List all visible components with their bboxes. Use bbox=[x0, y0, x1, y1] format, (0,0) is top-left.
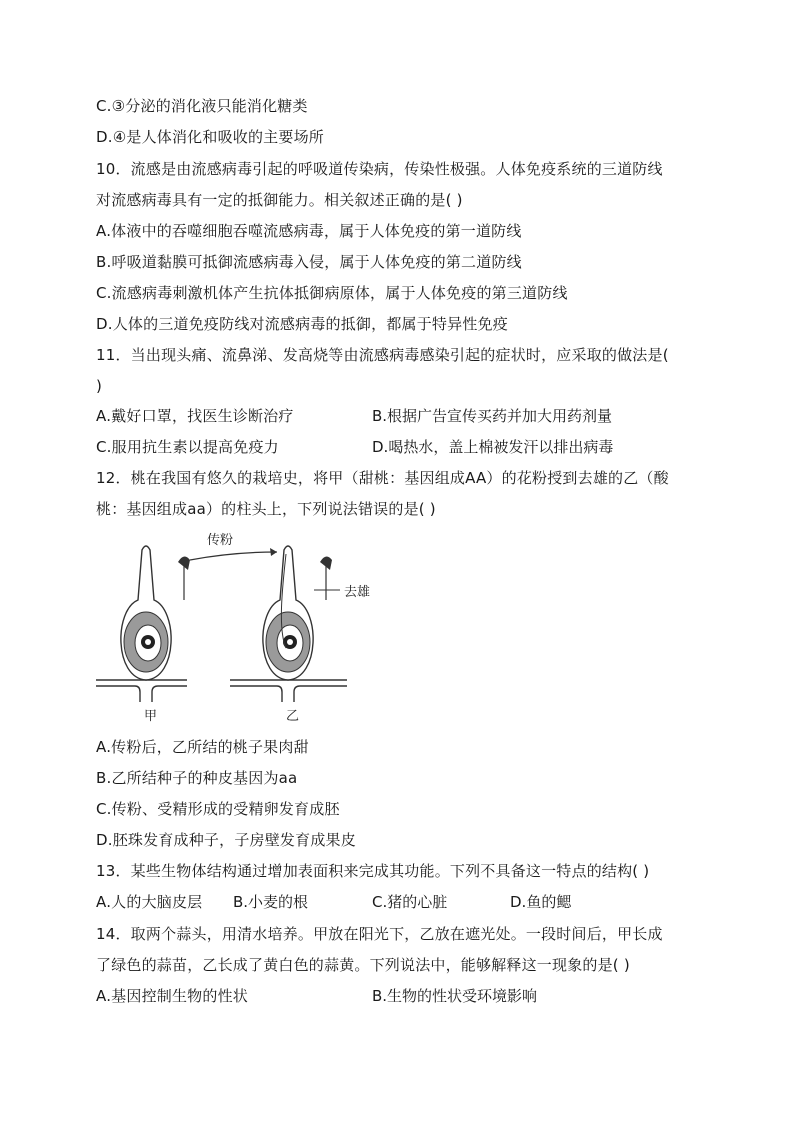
label-yi: 乙 bbox=[286, 709, 300, 724]
q10-stem-line2: 对流感病毒具有一定的抵御能力。相关叙述正确的是( ) bbox=[96, 191, 463, 209]
q13-option-c: C.猪的心脏 bbox=[372, 893, 448, 911]
q9-option-c: C.③分泌的消化液只能消化糖类 bbox=[96, 97, 308, 115]
q14-stem-line2: 了绿色的蒜苗，乙长成了黄白色的蒜黄。下列说法中，能够解释这一现象的是( ) bbox=[96, 956, 630, 974]
q11-stem-line2: ) bbox=[96, 377, 103, 395]
q12-stem-line2: 桃：基因组成aa）的柱头上，下列说法错误的是( ) bbox=[96, 500, 436, 518]
q12-stem-line1: 12．桃在我国有悠久的栽培史，将甲（甜桃：基因组成AA）的花粉授到去雄的乙（酸 bbox=[96, 469, 669, 487]
q11-option-d: D.喝热水，盖上棉被发汗以排出病毒 bbox=[372, 438, 614, 456]
q13-option-d: D.鱼的鳃 bbox=[510, 893, 572, 911]
q13-stem: 13．某些生物体结构通过增加表面积来完成其功能。下列不具备这一特点的结构( ) bbox=[96, 862, 650, 880]
q10-option-c: C.流感病毒刺激机体产生抗体抵御病原体，属于人体免疫的第三道防线 bbox=[96, 284, 568, 302]
q11-option-a: A.戴好口罩，找医生诊断治疗 bbox=[96, 407, 294, 425]
q14-option-a: A.基因控制生物的性状 bbox=[96, 987, 248, 1005]
pollination-arrow bbox=[190, 532, 277, 560]
q12-option-b: B.乙所结种子的种皮基因为aa bbox=[96, 769, 298, 787]
q11-option-b: B.根据广告宣传买药并加大用药剂量 bbox=[372, 407, 613, 425]
q11-stem-line1: 11．当出现头痛、流鼻涕、发高烧等由流感病毒感染引起的症状时，应采取的做法是( bbox=[96, 346, 669, 364]
label-pollination: 传粉 bbox=[207, 533, 234, 548]
pistil-jia bbox=[96, 546, 190, 702]
q10-option-b: B.呼吸道黏膜可抵御流感病毒入侵，属于人体免疫的第二道防线 bbox=[96, 253, 522, 271]
q12-option-d: D.胚珠发育成种子，子房壁发育成果皮 bbox=[96, 831, 356, 849]
q13-option-b: B.小麦的根 bbox=[233, 893, 309, 911]
q10-stem-line1: 10．流感是由流感病毒引起的呼吸道传染病，传染性极强。人体免疫系统的三道防线 bbox=[96, 160, 663, 178]
q11-option-c: C.服用抗生素以提高免疫力 bbox=[96, 438, 279, 456]
pistil-pollination-figure bbox=[92, 530, 392, 730]
q14-stem-line1: 14．取两个蒜头，用清水培养。甲放在阳光下，乙放在遮光处。一段时间后，甲长成 bbox=[96, 925, 663, 943]
label-emasculated: 去雄 bbox=[344, 585, 371, 600]
label-jia: 甲 bbox=[144, 709, 158, 724]
pistil-yi bbox=[230, 546, 370, 702]
q9-option-d: D.④是人体消化和吸收的主要场所 bbox=[96, 128, 324, 146]
q12-option-a: A.传粉后，乙所结的桃子果肉甜 bbox=[96, 738, 309, 756]
q10-option-d: D.人体的三道免疫防线对流感病毒的抵御，都属于特异性免疫 bbox=[96, 315, 508, 333]
q14-option-b: B.生物的性状受环境影响 bbox=[372, 987, 538, 1005]
q12-option-c: C.传粉、受精形成的受精卵发育成胚 bbox=[96, 800, 340, 818]
q10-option-a: A.体液中的吞噬细胞吞噬流感病毒，属于人体免疫的第一道防线 bbox=[96, 222, 522, 240]
q13-option-a: A.人的大脑皮层 bbox=[96, 893, 203, 911]
